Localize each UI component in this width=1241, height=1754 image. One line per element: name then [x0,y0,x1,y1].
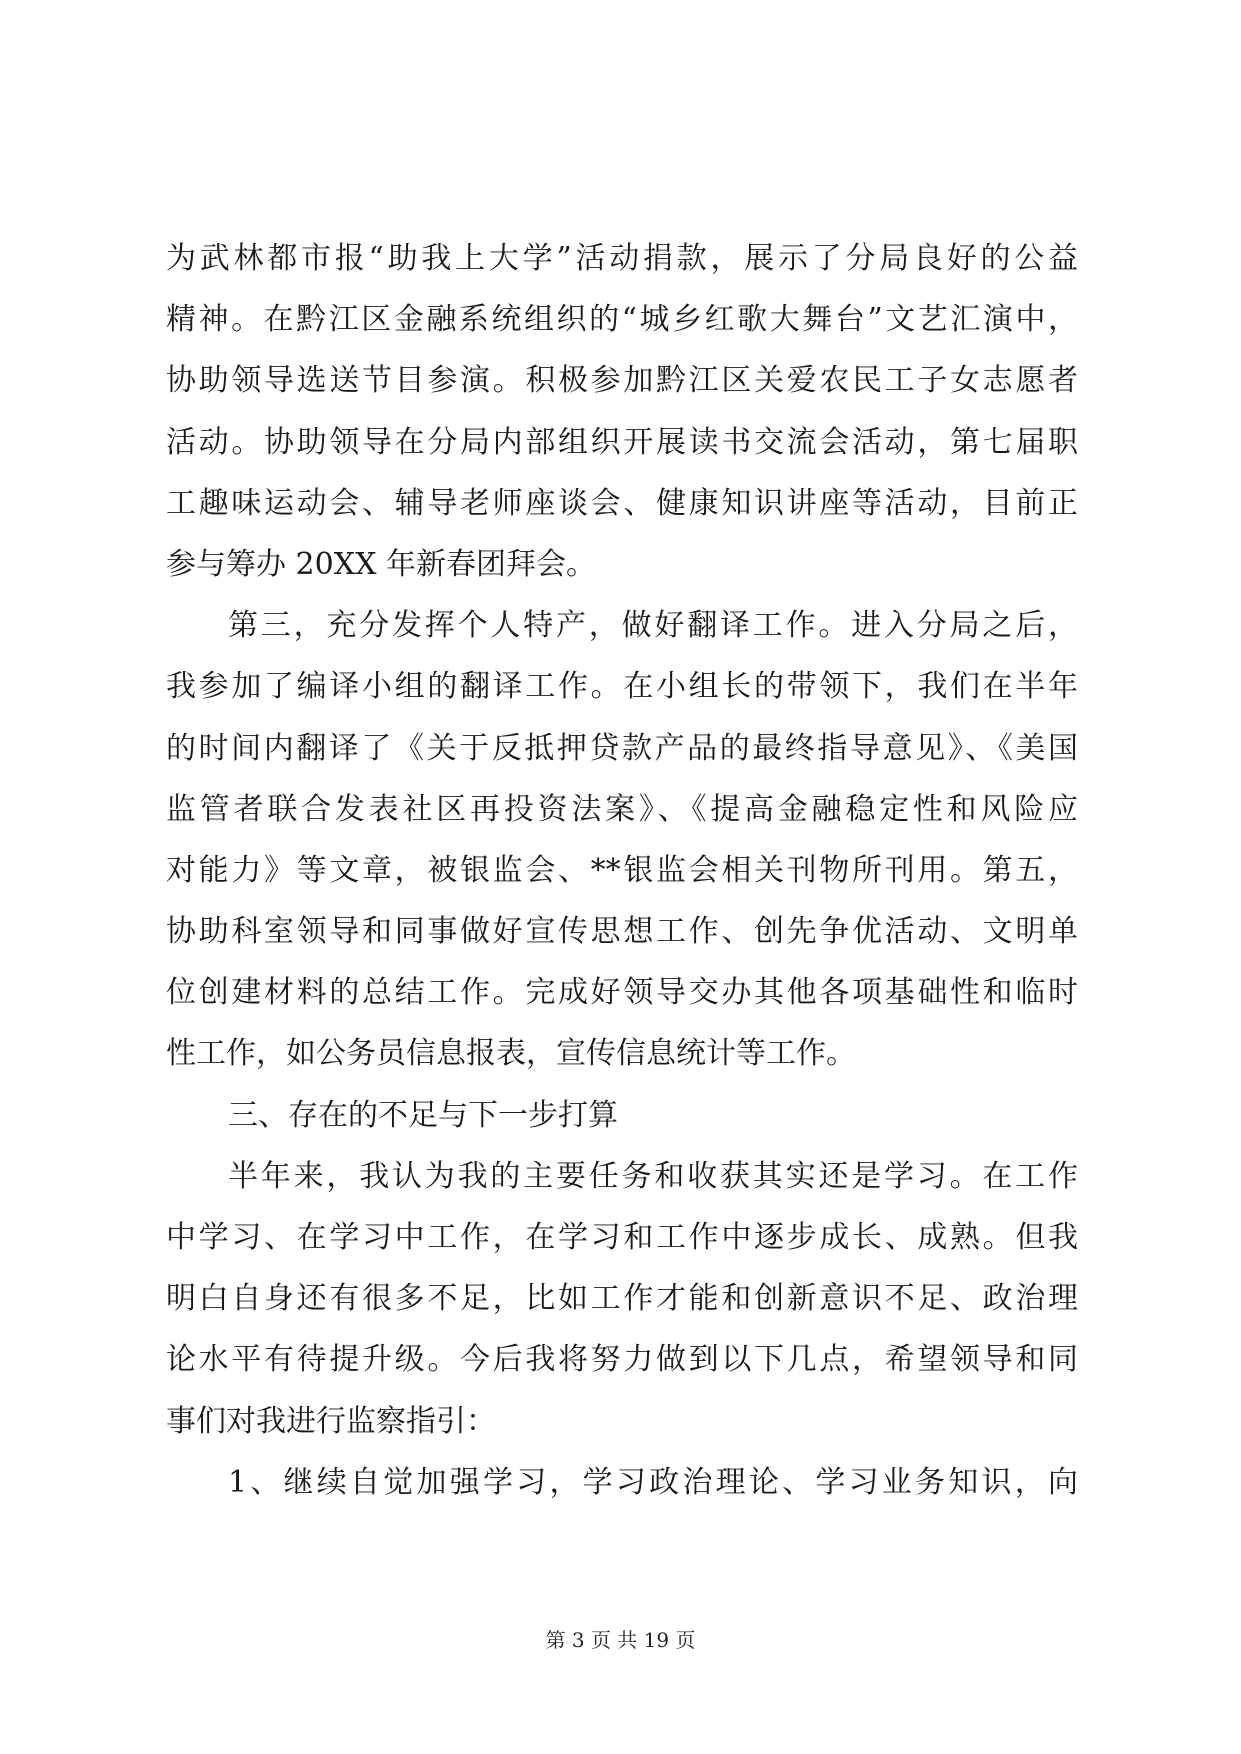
text-line: 性工作，如公务员信息报表，宣传信息统计等工作。 [166,1036,856,1072]
text-line: 协助科室领导和同事做好宣传思想工作、创先争优活动、文明单 [166,914,1078,950]
text-line: 事们对我进行监察指引： [166,1403,496,1439]
text-line: 中学习、在学习中工作，在学习和工作中逐步成长、成熟。但我 [166,1220,1078,1255]
text-line: 我参加了编译小组的翻译工作。在小组长的带领下，我们在半年 [166,669,1078,705]
list-item: 1、继续自觉加强学习，学习政治理论、学习业务知识，向 [228,1464,1078,1500]
page-number-footer: 第 3 页 共 19 页 [545,1628,696,1652]
text-line: 精神。在黔江区金融系统组织的“城乡红歌大舞台”文艺汇演中， [166,302,1078,338]
section-heading: 三、存在的不足与下一步打算 [228,1097,618,1133]
text-line: 位创建材料的总结工作。完成好领导交办其他各项基础性和临时 [166,975,1078,1011]
text-line: 活动。协助领导在分局内部组织开展读书交流会活动，第七届职 [166,424,1078,460]
text-line: 半年来，我认为我的主要任务和收获其实还是学习。在工作 [228,1158,1078,1194]
text-line: 论水平有待提升级。今后我将努力做到以下几点，希望领导和同 [166,1342,1078,1378]
text-line: 为武林都市报“助我上大学”活动捐款，展示了分局良好的公益 [166,241,1078,276]
text-line: 工趣味运动会、辅导老师座谈会、健康知识讲座等活动，目前正 [166,485,1078,521]
text-line: 第三，充分发挥个人特产，做好翻译工作。进入分局之后， [228,608,1078,644]
document-body [166,228,1078,1513]
text-line: 协助领导选送节目参演。积极参加黔江区关爱农民工子女志愿者 [166,363,1078,399]
text-line: 的时间内翻译了《关于反抵押贷款产品的最终指导意见》、《美国 [166,730,1078,766]
text-line: 明白自身还有很多不足，比如工作才能和创新意识不足、政治理 [166,1281,1078,1317]
text-line: 监管者联合发表社区再投资法案》、《提高金融稳定性和风险应 [166,791,1078,827]
text-line: 参与筹办 20XX 年新春团拜会。 [166,546,596,582]
text-line: 对能力》等文章，被银监会、**银监会相关刊物所刊用。第五， [166,852,1078,888]
